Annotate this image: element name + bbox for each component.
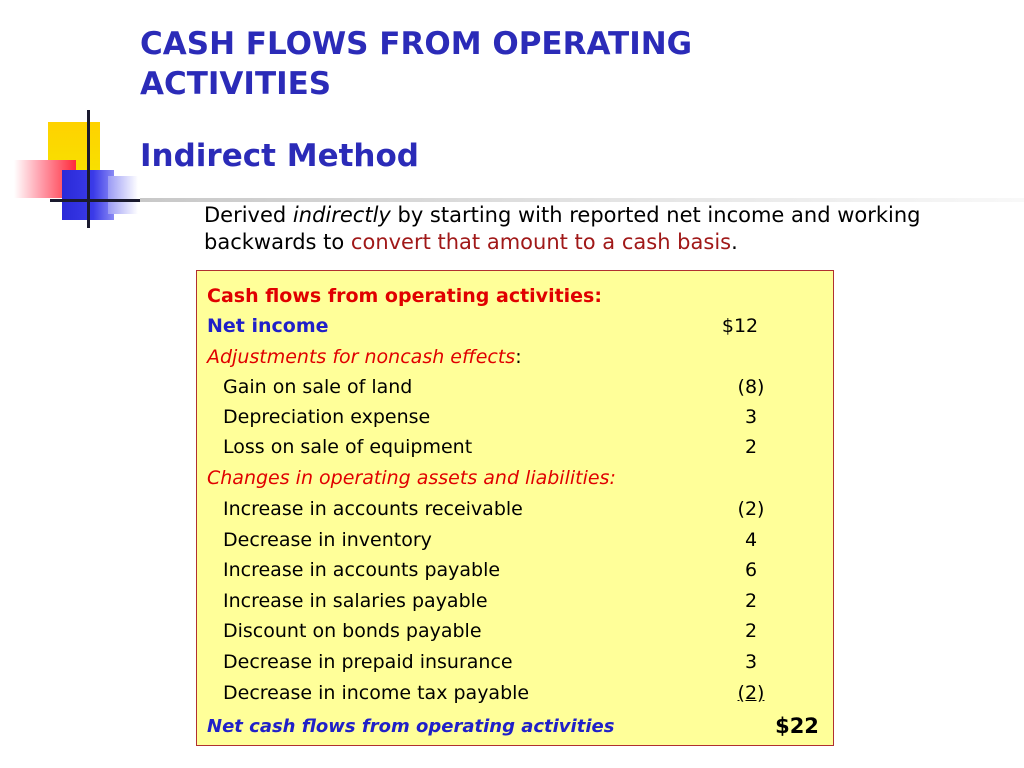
- change-label: Increase in salaries payable: [223, 590, 488, 612]
- total-value: $22: [775, 714, 819, 738]
- description-part2: by starting with reported net income and working backwards to: [204, 203, 921, 254]
- adjustments-label: Adjustments for noncash effects: [207, 346, 516, 368]
- description-italic: indirectly: [292, 203, 391, 227]
- adjustments-colon: :: [515, 346, 522, 368]
- net-income-label: Net income: [207, 315, 329, 337]
- slide-subtitle: Indirect Method: [140, 138, 419, 174]
- adjustment-value: 3: [744, 406, 758, 428]
- change-label: Decrease in prepaid insurance: [223, 651, 513, 673]
- description-highlight: convert that amount to a cash basis: [350, 230, 732, 254]
- adjustment-value: 2: [744, 436, 758, 458]
- change-label: Increase in accounts receivable: [223, 498, 523, 520]
- change-value: 2: [744, 620, 758, 642]
- net-income-value: $12: [721, 315, 759, 337]
- changes-header: Changes in operating assets and liabilities:: [207, 467, 616, 489]
- change-value: 6: [744, 559, 758, 581]
- change-value: (2): [737, 498, 765, 520]
- logo-blue-fade: [108, 176, 138, 214]
- change-label: Decrease in income tax payable: [223, 682, 530, 704]
- adjustment-label: Depreciation expense: [223, 406, 431, 428]
- change-label: Decrease in inventory: [223, 529, 432, 551]
- change-value: 4: [744, 529, 758, 551]
- cash-flow-statement-box: [196, 270, 834, 746]
- change-value: (2): [737, 682, 765, 704]
- change-value: 3: [744, 651, 758, 673]
- adjustment-label: Loss on sale of equipment: [223, 436, 473, 458]
- adjustment-label: Gain on sale of land: [223, 376, 413, 398]
- change-label: Discount on bonds payable: [223, 620, 482, 642]
- adjustment-value: (8): [737, 376, 765, 398]
- logo-horizontal-line: [50, 199, 142, 202]
- description-end: .: [731, 230, 738, 254]
- adjustments-header: [207, 342, 522, 372]
- total-label: Net cash flows from operating activities: [207, 716, 615, 737]
- logo-vertical-line: [87, 110, 90, 228]
- change-label: Increase in accounts payable: [223, 559, 501, 581]
- change-value: 2: [744, 590, 758, 612]
- slide-title-line2: ACTIVITIES: [140, 66, 332, 102]
- description-text: [204, 202, 984, 256]
- statement-header: Cash flows from operating activities:: [207, 285, 602, 307]
- slide-title-line1: CASH FLOWS FROM OPERATING: [140, 26, 693, 62]
- description-part1: Derived: [204, 203, 293, 227]
- slide-title: [140, 24, 692, 104]
